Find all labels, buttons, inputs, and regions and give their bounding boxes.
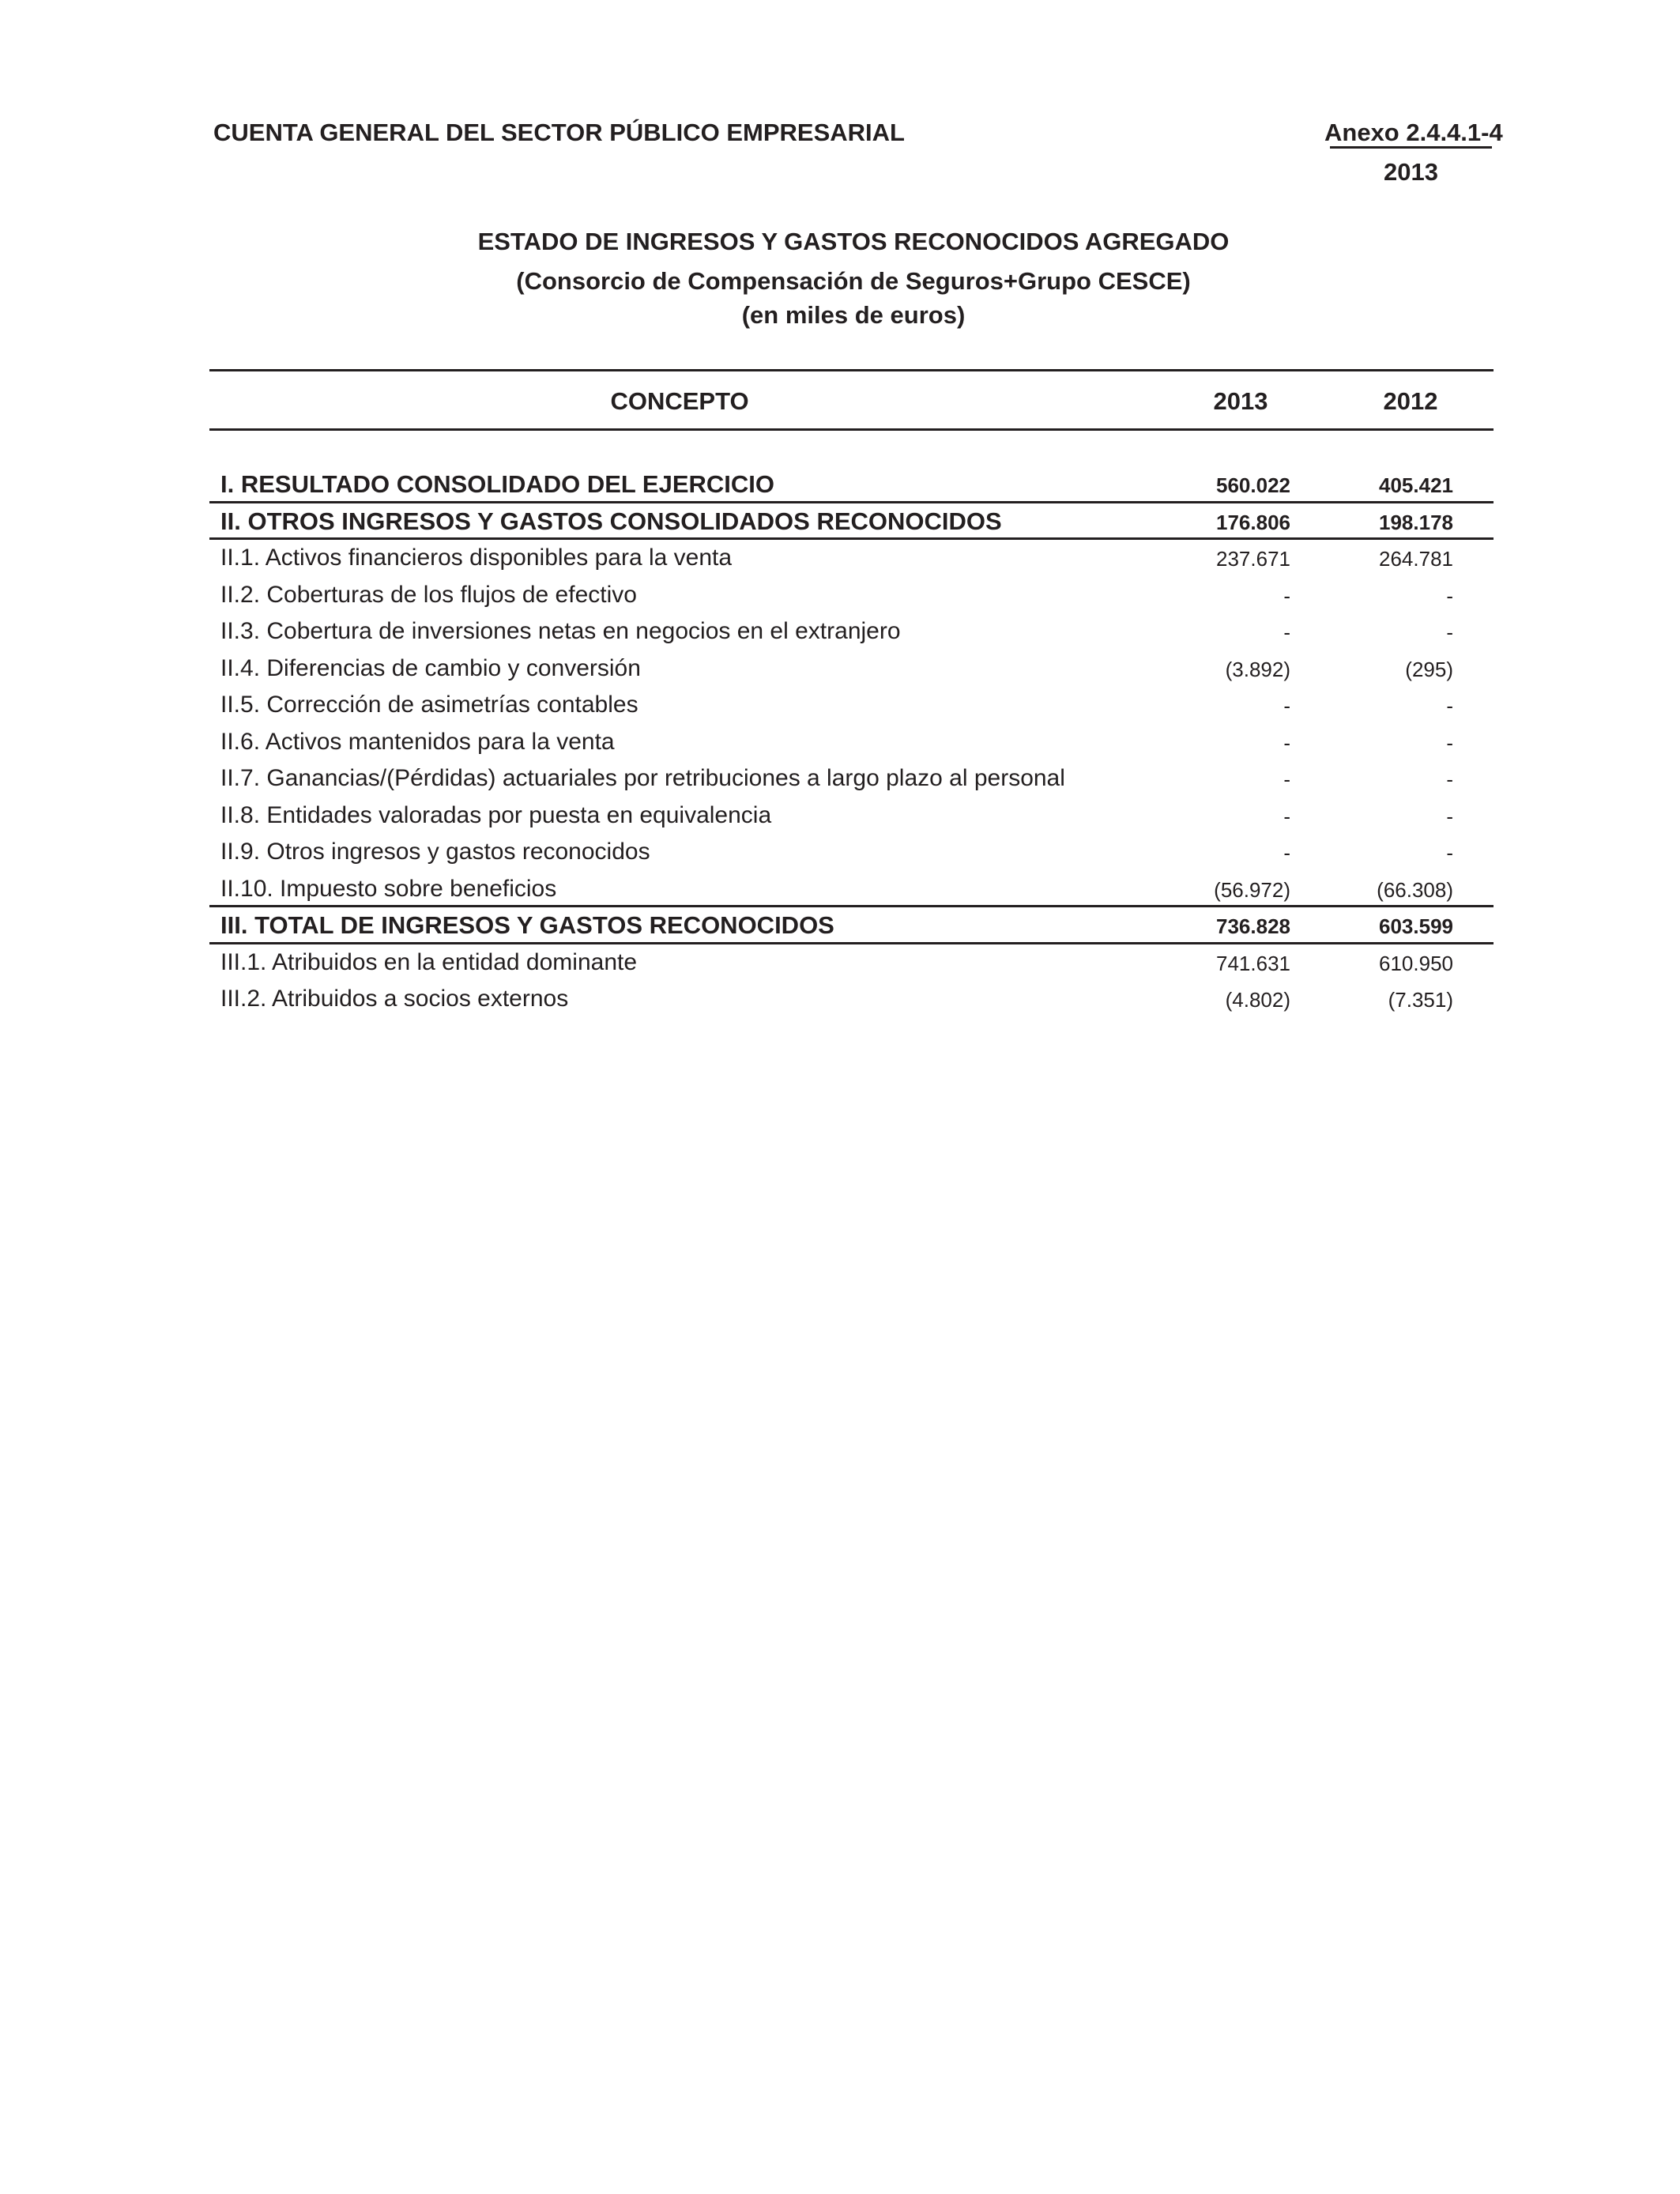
row-value-2012: 405.421 <box>1379 473 1453 497</box>
row-value-2013: - <box>1283 841 1290 865</box>
row-value-2013: (3.892) <box>1225 657 1290 681</box>
table-row <box>209 613 1494 650</box>
column-header-2013: 2013 <box>1213 387 1268 415</box>
statement-title: ESTADO DE INGRESOS Y GASTOS RECONOCIDOS AGREGADO <box>477 228 1230 255</box>
row-value-2013: - <box>1283 804 1290 828</box>
row-label: III.1. Atribuidos en la entidad dominante <box>220 948 638 975</box>
row-value-2013: (4.802) <box>1225 988 1290 1012</box>
row-label: II.10. Impuesto sobre beneficios <box>220 875 557 902</box>
table-body <box>209 466 1494 1017</box>
row-value-2012: 198.178 <box>1379 510 1453 534</box>
column-header-2012: 2012 <box>1383 387 1438 415</box>
table-row <box>209 907 1494 944</box>
statement-units: (en miles de euros) <box>741 301 966 329</box>
row-label: II.5. Corrección de asimetrías contables <box>220 692 638 718</box>
row-value-2012: - <box>1446 767 1453 791</box>
table-row <box>209 686 1494 723</box>
row-label: II.6. Activos mantenidos para la venta <box>220 728 615 755</box>
row-value-2013: 736.828 <box>1216 914 1290 938</box>
row-value-2013: (56.972) <box>1214 877 1290 902</box>
row-label: II.2. Coberturas de los flujos de efectivo <box>220 581 637 608</box>
table-row <box>209 760 1494 797</box>
row-label: II.3. Cobertura de inversiones netas en negocios en el extranjero <box>220 618 901 644</box>
row-value-2013: 741.631 <box>1216 951 1290 975</box>
table-row <box>209 980 1494 1017</box>
row-value-2012: (295) <box>1405 657 1453 681</box>
row-label: II.8. Entidades valoradas por puesta en equivalencia <box>220 801 772 828</box>
row-value-2012: 264.781 <box>1379 547 1453 571</box>
row-value-2012: - <box>1446 841 1453 865</box>
annex-year: 2013 <box>1384 158 1438 186</box>
row-value-2012: - <box>1446 804 1453 828</box>
row-value-2012: - <box>1446 620 1453 644</box>
row-value-2013: 237.671 <box>1216 547 1290 571</box>
table-header-rule <box>209 428 1494 431</box>
row-value-2012: (7.351) <box>1388 988 1453 1012</box>
row-value-2012: (66.308) <box>1377 877 1453 902</box>
row-label: III.2. Atribuidos a socios externos <box>220 986 569 1012</box>
document-header-title: CUENTA GENERAL DEL SECTOR PÚBLICO EMPRESARIAL <box>213 119 905 146</box>
statement-subtitle: (Consorcio de Compensación de Seguros+Grupo CESCE) <box>516 267 1191 295</box>
row-value-2013: 560.022 <box>1216 473 1290 497</box>
row-label: II.1. Activos financieros disponibles para la venta <box>220 545 733 571</box>
table-row <box>209 944 1494 981</box>
row-value-2012: - <box>1446 730 1453 755</box>
table-row <box>209 576 1494 613</box>
row-value-2012: 603.599 <box>1379 914 1453 938</box>
row-value-2013: - <box>1283 694 1290 718</box>
table-row <box>209 503 1494 540</box>
row-value-2013: - <box>1283 730 1290 755</box>
table-row <box>209 833 1494 870</box>
table-row <box>209 466 1494 503</box>
row-value-2013: - <box>1283 620 1290 644</box>
table-row <box>209 797 1494 834</box>
row-label: III. TOTAL DE INGRESOS Y GASTOS RECONOCIDOS <box>220 911 834 939</box>
row-value-2012: - <box>1446 694 1453 718</box>
table-row <box>209 723 1494 760</box>
row-value-2012: - <box>1446 583 1453 608</box>
row-label: II. OTROS INGRESOS Y GASTOS CONSOLIDADOS RECONOCIDOS <box>220 507 1002 535</box>
annex-number: Anexo 2.4.4.1-4 <box>1324 119 1503 146</box>
annex-underline <box>1330 146 1492 149</box>
column-header-concepto: CONCEPTO <box>610 387 749 415</box>
row-label: I. RESULTADO CONSOLIDADO DEL EJERCICIO <box>220 470 774 498</box>
row-label: II.9. Otros ingresos y gastos reconocidos <box>220 839 650 865</box>
table-row <box>209 650 1494 687</box>
row-value-2012: 610.950 <box>1379 951 1453 975</box>
row-label: II.7. Ganancias/(Pérdidas) actuariales por retribuciones a largo plazo al personal <box>220 765 1065 791</box>
table-top-rule <box>209 369 1494 371</box>
row-value-2013: - <box>1283 767 1290 791</box>
row-value-2013: - <box>1283 583 1290 608</box>
row-value-2013: 176.806 <box>1216 510 1290 534</box>
row-label: II.4. Diferencias de cambio y conversión <box>220 654 641 681</box>
table-row <box>209 539 1494 576</box>
table-row <box>209 870 1494 907</box>
